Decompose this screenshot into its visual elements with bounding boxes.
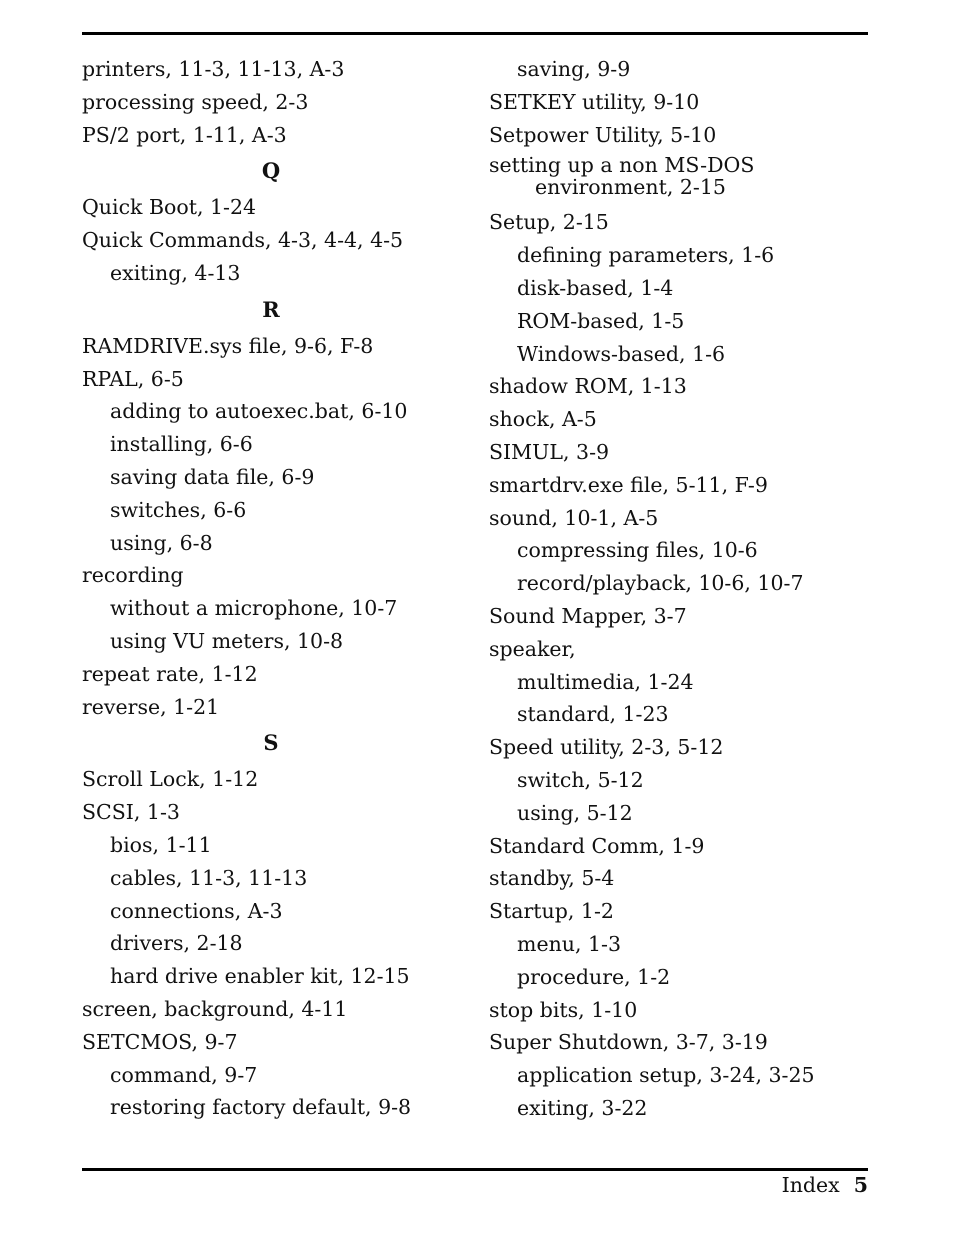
index-subentry: exiting, 4-13 xyxy=(110,260,241,285)
index-entry: standby, 5-4 xyxy=(489,866,615,891)
index-entry: SCSI, 1-3 xyxy=(82,800,180,825)
index-entry-text: setting up a non MS-DOS xyxy=(489,153,755,178)
index-entry-continuation: environment, 2-15 xyxy=(535,175,726,200)
index-subentry: hard drive enabler kit, 12-15 xyxy=(110,964,410,989)
index-subentry: using VU meters, 10-8 xyxy=(110,628,344,653)
index-entry: stop bits, 1-10 xyxy=(489,997,638,1022)
index-subentry: drivers, 2-18 xyxy=(110,931,243,956)
index-subentry: defining parameters, 1-6 xyxy=(517,243,775,268)
bottom-rule xyxy=(82,1168,868,1171)
index-entry: Startup, 1-2 xyxy=(489,899,614,924)
index-column-right xyxy=(489,53,869,1125)
index-subentry: switch, 5-12 xyxy=(517,767,644,792)
index-entry: speaker, xyxy=(489,636,576,661)
index-subentry: using, 6-8 xyxy=(110,530,213,555)
index-subentry: multimedia, 1-24 xyxy=(517,669,694,694)
index-entry: sound, 10-1, A-5 xyxy=(489,505,659,530)
index-entry: RAMDRIVE.sys file, 9-6, F-8 xyxy=(82,333,374,358)
index-entry: RPAL, 6-5 xyxy=(82,366,184,391)
index-subentry: saving data file, 6-9 xyxy=(110,464,315,489)
index-entry: Sound Mapper, 3-7 xyxy=(489,603,687,628)
index-subentry: ROM-based, 1-5 xyxy=(517,308,685,333)
index-subentry: menu, 1-3 xyxy=(517,931,622,956)
index-subentry: cables, 11-3, 11-13 xyxy=(110,865,308,890)
index-subentry: connections, A-3 xyxy=(110,898,283,923)
index-entry: PS/2 port, 1-11, A-3 xyxy=(82,122,287,147)
section-letter-heading: Q xyxy=(261,158,281,184)
index-entry: Standard Comm, 1-9 xyxy=(489,833,705,858)
index-entry: Speed utility, 2-3, 5-12 xyxy=(489,735,724,760)
index-subentry: saving, 9-9 xyxy=(517,57,631,81)
index-entry: reverse, 1-21 xyxy=(82,694,220,719)
index-entry: SIMUL, 3-9 xyxy=(489,439,610,464)
index-subentry: compressing files, 10-6 xyxy=(517,538,758,563)
index-subentry: restoring factory default, 9-8 xyxy=(110,1095,412,1120)
section-letter-heading: R xyxy=(262,296,280,322)
index-entry: printers, 11-3, 11-13, A-3 xyxy=(82,57,345,81)
index-subentry: using, 5-12 xyxy=(517,800,633,825)
index-entry: screen, background, 4-11 xyxy=(82,996,348,1021)
page-number: 5 xyxy=(853,1173,868,1197)
index-subentry: bios, 1-11 xyxy=(110,832,212,857)
index-subentry: exiting, 3-22 xyxy=(517,1095,648,1120)
index-entry: Setup, 2-15 xyxy=(489,210,609,235)
index-subentry: installing, 6-6 xyxy=(110,432,253,457)
index-entry xyxy=(489,151,869,206)
index-subentry: disk-based, 1-4 xyxy=(517,275,674,300)
index-subentry: command, 9-7 xyxy=(110,1062,258,1087)
page-footer xyxy=(782,1170,868,1200)
top-rule xyxy=(82,32,868,35)
index-entry: shock, A-5 xyxy=(489,407,597,432)
index-subentry: record/playback, 10-6, 10-7 xyxy=(517,571,804,596)
index-entry: Scroll Lock, 1-12 xyxy=(82,767,259,792)
index-entry: recording xyxy=(82,563,184,588)
section-letter-heading: S xyxy=(263,730,279,756)
footer-section-label: Index xyxy=(781,1173,840,1197)
index-subentry: standard, 1-23 xyxy=(517,702,669,727)
index-entry: Setpower Utility, 5-10 xyxy=(489,122,717,147)
index-entry: smartdrv.exe file, 5-11, F-9 xyxy=(489,472,768,497)
index-entry: Super Shutdown, 3-7, 3-19 xyxy=(489,1030,768,1055)
index-entry: shadow ROM, 1-13 xyxy=(489,374,687,399)
index-subentry: without a microphone, 10-7 xyxy=(110,596,398,621)
index-entry: Quick Commands, 4-3, 4-4, 4-5 xyxy=(82,228,404,253)
index-column-left xyxy=(82,53,462,1124)
index-subentry: switches, 6-6 xyxy=(110,497,247,522)
index-subentry: Windows-based, 1-6 xyxy=(517,341,726,366)
index-entry: processing speed, 2-3 xyxy=(82,89,309,114)
index-entry: Quick Boot, 1-24 xyxy=(82,195,257,220)
index-subentry: procedure, 1-2 xyxy=(517,964,671,989)
index-entry: SETCMOS, 9-7 xyxy=(82,1029,238,1054)
index-subentry: application setup, 3-24, 3-25 xyxy=(517,1063,815,1088)
index-entry: repeat rate, 1-12 xyxy=(82,661,258,686)
index-entry: SETKEY utility, 9-10 xyxy=(489,89,700,114)
index-subentry: adding to autoexec.bat, 6-10 xyxy=(110,399,408,424)
